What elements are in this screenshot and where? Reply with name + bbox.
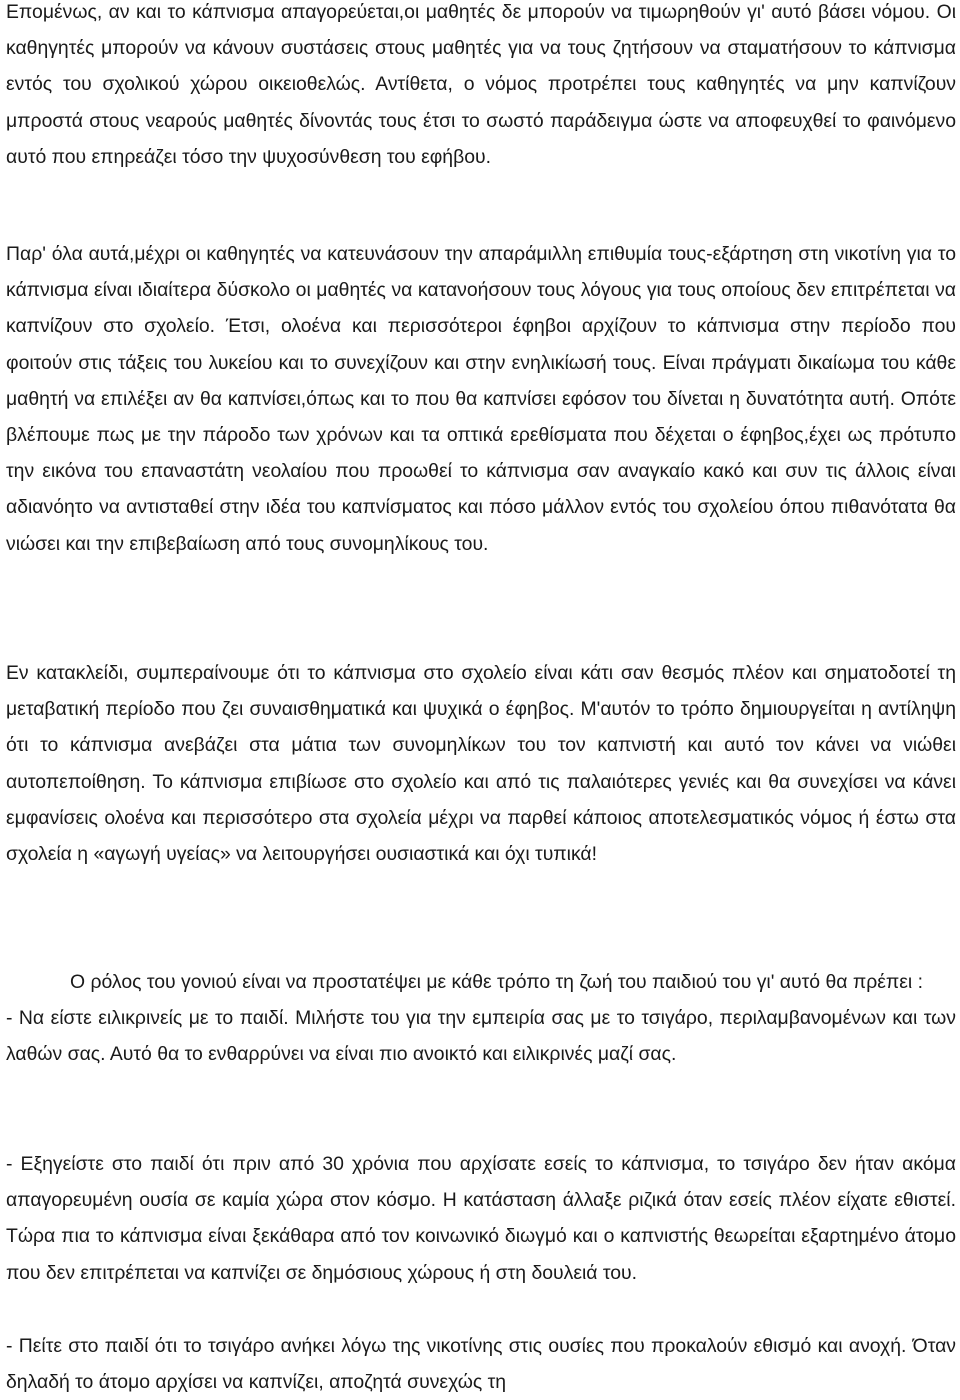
paragraph-teachers-addiction: Παρ' όλα αυτά,μέχρι οι καθηγητές να κατευνάσουν την απαράμιλλη επιθυμία τους-εξάρτηση στη νικοτίνη για το κάπνισμα είναι ιδιαίτερα δύσκολο οι μαθητές να κατανοήσουν τους λόγους για τους οποίους δεν επιτρέπεται να καπνίζουν στο σχολείο. Έτσι, ολοένα και περισσότεροι έφηβοι αρχίζουν το κάπνισμα στην περίοδο που φοιτούν στις τάξεις του λυκείου και το συνεχίζουν και στην ενηλικίωσή τους. Είναι πράγματι δικαίωμα του κάθε μαθητή να επιλέξει αν θα καπνίσει,όπως και το που θα καπνίσει εφόσον του δίνεται η δυνατότητα αυτή. Οπότε βλέπουμε πως με την πάροδο των χρόνων και τα οπτικά ερεθίσματα που δέχεται ο έφηβος,έχει ως πρότυπο την εικόνα του επαναστάτη νεολαίου που προωθεί το κάπνισμα σαν αναγκαίο κακό και συν τις άλλοις είναι αδιανόητο να αντισταθεί στην ιδέα του καπνίσματος και πόσο μάλλον εντός του σχολείου όπου πιθανότατα θα νιώσει και την επιβεβαίωση από τους συνομηλίκους του. [6,243,956,555]
list-item-nicotine-addiction: - Πείτε στο παιδί ότι το τσιγάρο ανήκει λόγω της νικοτίνης στις ουσίες που προκαλούν εθισμό και ανοχή. Όταν δηλαδή το άτομο αρχίσει να καπνίζει, αποζητά συνεχώς τη [6,1335,956,1394]
list-item-be-honest: - Να είστε ειλικρινείς με το παιδί. Μιλήστε του για την εμπειρία σας με το τσιγάρο, περιλαμβανομένων και των λαθών σας. Αυτό θα το ενθαρρύνει να είναι πιο ανοικτό και ειλικρινές μαζί σας. [6,1007,956,1066]
parent-role-text: Ο ρόλος του γονιού είναι να προστατέψει με κάθε τρόπο τη ζωή του παιδιού του γι' αυτό θα πρέπει : [70,971,923,993]
parent-role-section [6,964,956,1073]
paragraph-conclusion: Εν κατακλείδι, συμπεραίνουμε ότι το κάπνισμα στο σχολείο είναι κάτι σαν θεσμός πλέον και σηματοδοτεί τη μεταβατική περίοδο που ζει συναισθηματικά και ψυχικά ο έφηβος. Μ'αυτόν το τρόπο δημιουργείται η αντίληψη ότι το κάπνισμα ανεβάζει στα μάτια των συνομηλίκων του τον καπνιστή και αυτό τον κάνει να νιώθει αυτοπεποίθηση. Το κάπνισμα επιβίωσε στο σχολείο και από τις παλαιότερες γενιές και θα συνεχίσει να κάνει εμφανίσεις ολοένα και περισσότερο στα σχολεία μέχρι να παρθεί κάποιος αποτελεσματικός νόμος ή έστω στα σχολεία η «αγωγή υγείας» να λειτουργήσει ουσιαστικά και όχι τυπικά! [6,662,956,866]
paragraph-parent-role [6,964,956,1000]
list-item-explain-history: - Εξηγείστε στο παιδί ότι πριν από 30 χρόνια που αρχίσατε εσείς το κάπνισμα, το τσιγάρο δεν ήταν ακόμα απαγορευμένη ουσία σε καμία χώρα στον κόσμο. Η κατάσταση άλλαξε ριζικά όταν εσείς πλέον είχατε εθιστεί. Τώρα πια το κάπνισμα είναι ξεκάθαρα από τον κοινωνικό διωγμό και ο καπνιστής θεωρείται εξαρτημένο άτομο που δεν επιτρέπεται να καπνίζει σε δημόσιους χώρους ή στη δουλειά του. [6,1153,956,1284]
paragraph-smoking-law: Επομένως, αν και το κάπνισμα απαγορεύεται,οι μαθητές δε μπορούν να τιμωρηθούν γι' αυτό βάσει νόμου. Οι καθηγητές μπορούν να κάνουν συστάσεις στους μαθητές για να τους ζητήσουν να σταματήσουν το κάπνισμα εντός του σχολικού χώρου οικειοθελώς. Αντίθετα, ο νόμος προτρέπει τους καθηγητές να μην καπνίζουν μπροστά στους νεαρούς μαθητές δίνοντάς τους έτσι το σωστό παράδειγμα ώστε να αποφευχθεί το φαινόμενο αυτό που επηρεάζει τόσο την ψυχοσύνθεση του εφήβου. [6,1,956,168]
